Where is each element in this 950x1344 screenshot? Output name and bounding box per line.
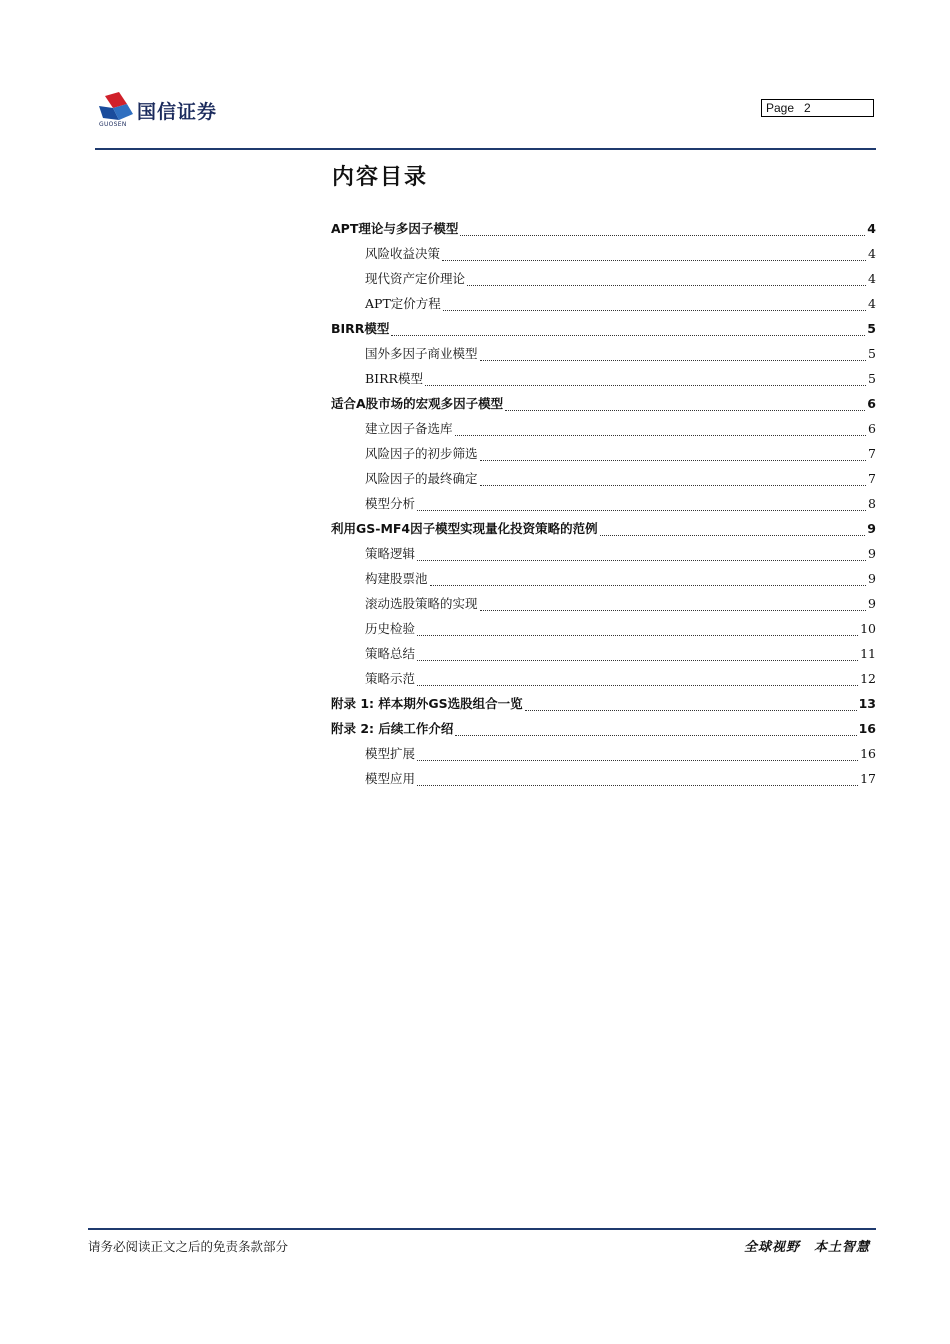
header-divider	[95, 148, 876, 150]
toc-entry-page: 12	[860, 671, 876, 686]
toc-entry-page: 9	[868, 546, 876, 561]
toc-leader-dots	[443, 310, 866, 311]
footer-divider	[88, 1228, 876, 1230]
toc-leader-dots	[525, 710, 857, 711]
toc-entry-section[interactable]	[331, 319, 876, 344]
toc-entry-page: 7	[868, 471, 876, 486]
toc-entry-page: 8	[868, 496, 876, 511]
toc-entry-section[interactable]	[331, 519, 876, 544]
toc-leader-dots	[417, 560, 866, 561]
toc-leader-dots	[480, 360, 866, 361]
slogan-left: 全球视野	[743, 1240, 800, 1255]
toc-entry-section[interactable]	[331, 219, 876, 244]
toc-entry-page: 4	[868, 271, 876, 286]
toc-leader-dots	[600, 535, 866, 536]
logo-subtext: GUOSEN	[99, 121, 127, 128]
toc-entry-label: 国外多因子商业模型	[365, 346, 478, 361]
toc-leader-dots	[505, 410, 865, 411]
toc-entry-page: 13	[858, 696, 876, 711]
toc-entry-label: 适合A股市场的宏观多因子模型	[331, 396, 504, 411]
toc-entry-subsection[interactable]	[331, 469, 876, 494]
toc-entry-subsection[interactable]	[331, 669, 876, 694]
toc-leader-dots	[480, 485, 866, 486]
toc-entry-section[interactable]	[331, 694, 876, 719]
toc-entry-page: 9	[868, 571, 876, 586]
toc-entry-label: BIRR模型	[331, 321, 390, 336]
guosen-logo-icon	[97, 92, 135, 122]
toc-entry-label: 策略总结	[365, 646, 416, 661]
toc-leader-dots	[430, 585, 866, 586]
toc-entry-label: 附录 2: 后续工作介绍	[331, 721, 454, 736]
toc-entry-subsection[interactable]	[331, 619, 876, 644]
toc-entry-subsection[interactable]	[331, 294, 876, 319]
toc-leader-dots	[425, 385, 866, 386]
toc-entry-label: 策略示范	[365, 671, 416, 686]
toc-entry-label: 模型应用	[365, 771, 416, 786]
toc-entry-page: 7	[868, 446, 876, 461]
toc-leader-dots	[417, 510, 866, 511]
toc-entry-label: 风险因子的最终确定	[365, 471, 478, 486]
toc-leader-dots	[460, 235, 865, 236]
toc-leader-dots	[455, 735, 856, 736]
toc-entry-page: 16	[858, 721, 876, 736]
toc-entry-section[interactable]	[331, 394, 876, 419]
page-indicator	[761, 99, 874, 117]
logo-text: 国信证券	[137, 101, 218, 123]
toc-entry-label: APT理论与多因子模型	[331, 221, 459, 236]
toc-entry-subsection[interactable]	[331, 569, 876, 594]
toc-entry-page: 4	[868, 296, 876, 311]
page-number: 2	[804, 101, 811, 115]
toc-leader-dots	[417, 760, 858, 761]
toc-entry-label: 风险因子的初步筛选	[365, 446, 478, 461]
toc-entry-section[interactable]	[331, 719, 876, 744]
toc-entry-subsection[interactable]	[331, 744, 876, 769]
toc-entry-subsection[interactable]	[331, 269, 876, 294]
toc-entry-subsection[interactable]	[331, 419, 876, 444]
toc-entry-subsection[interactable]	[331, 594, 876, 619]
toc-entry-subsection[interactable]	[331, 544, 876, 569]
slogan-right: 本土智慧	[813, 1240, 870, 1255]
toc-entry-subsection[interactable]	[331, 369, 876, 394]
toc-entry-page: 5	[867, 321, 876, 336]
page-label: Page	[766, 101, 795, 115]
toc-leader-dots	[417, 685, 858, 686]
toc-leader-dots	[417, 785, 858, 786]
toc-entry-page: 6	[868, 421, 876, 436]
toc-entry-page: 5	[868, 371, 876, 386]
toc-entry-label: 附录 1: 样本期外GS选股组合一览	[331, 696, 523, 711]
guosen-logo	[97, 92, 237, 132]
toc-entry-subsection[interactable]	[331, 769, 876, 794]
toc-entry-label: 历史检验	[365, 621, 416, 636]
toc-leader-dots	[455, 435, 866, 436]
toc-leader-dots	[417, 660, 858, 661]
toc-entry-page: 11	[860, 646, 876, 661]
toc-entry-label: 构建股票池	[365, 571, 428, 586]
toc-entry-page: 9	[868, 596, 876, 611]
toc-entry-label: BIRR模型	[365, 371, 423, 386]
toc-entry-page: 4	[868, 246, 876, 261]
toc-title: 内容目录	[332, 165, 429, 190]
toc-leader-dots	[442, 260, 866, 261]
toc-leader-dots	[417, 635, 858, 636]
toc-leader-dots	[480, 460, 866, 461]
toc-entry-subsection[interactable]	[331, 344, 876, 369]
toc-entry-subsection[interactable]	[331, 644, 876, 669]
toc-leader-dots	[391, 335, 865, 336]
footer-slogan	[744, 1236, 870, 1255]
table-of-contents	[331, 219, 876, 794]
footer-disclaimer: 请务必阅读正文之后的免责条款部分	[88, 1239, 289, 1254]
toc-entry-page: 6	[867, 396, 876, 411]
toc-entry-page: 9	[867, 521, 876, 536]
toc-entry-label: 模型扩展	[365, 746, 416, 761]
toc-entry-subsection[interactable]	[331, 244, 876, 269]
toc-entry-page: 4	[867, 221, 876, 236]
toc-entry-label: 利用GS-MF4因子模型实现量化投资策略的范例	[331, 521, 598, 536]
toc-entry-label: APT定价方程	[365, 296, 441, 311]
toc-entry-label: 滚动选股策略的实现	[365, 596, 478, 611]
toc-entry-page: 16	[860, 746, 876, 761]
toc-entry-label: 现代资产定价理论	[365, 271, 466, 286]
toc-entry-page: 10	[860, 621, 876, 636]
toc-entry-label: 风险收益决策	[365, 246, 441, 261]
toc-leader-dots	[467, 285, 866, 286]
toc-entry-subsection[interactable]	[331, 494, 876, 519]
toc-entry-label: 建立因子备选库	[365, 421, 453, 436]
toc-entry-page: 17	[860, 771, 876, 786]
toc-entry-label: 策略逻辑	[365, 546, 416, 561]
toc-leader-dots	[480, 610, 866, 611]
toc-entry-page: 5	[868, 346, 876, 361]
toc-entry-subsection[interactable]	[331, 444, 876, 469]
toc-entry-label: 模型分析	[365, 496, 416, 511]
